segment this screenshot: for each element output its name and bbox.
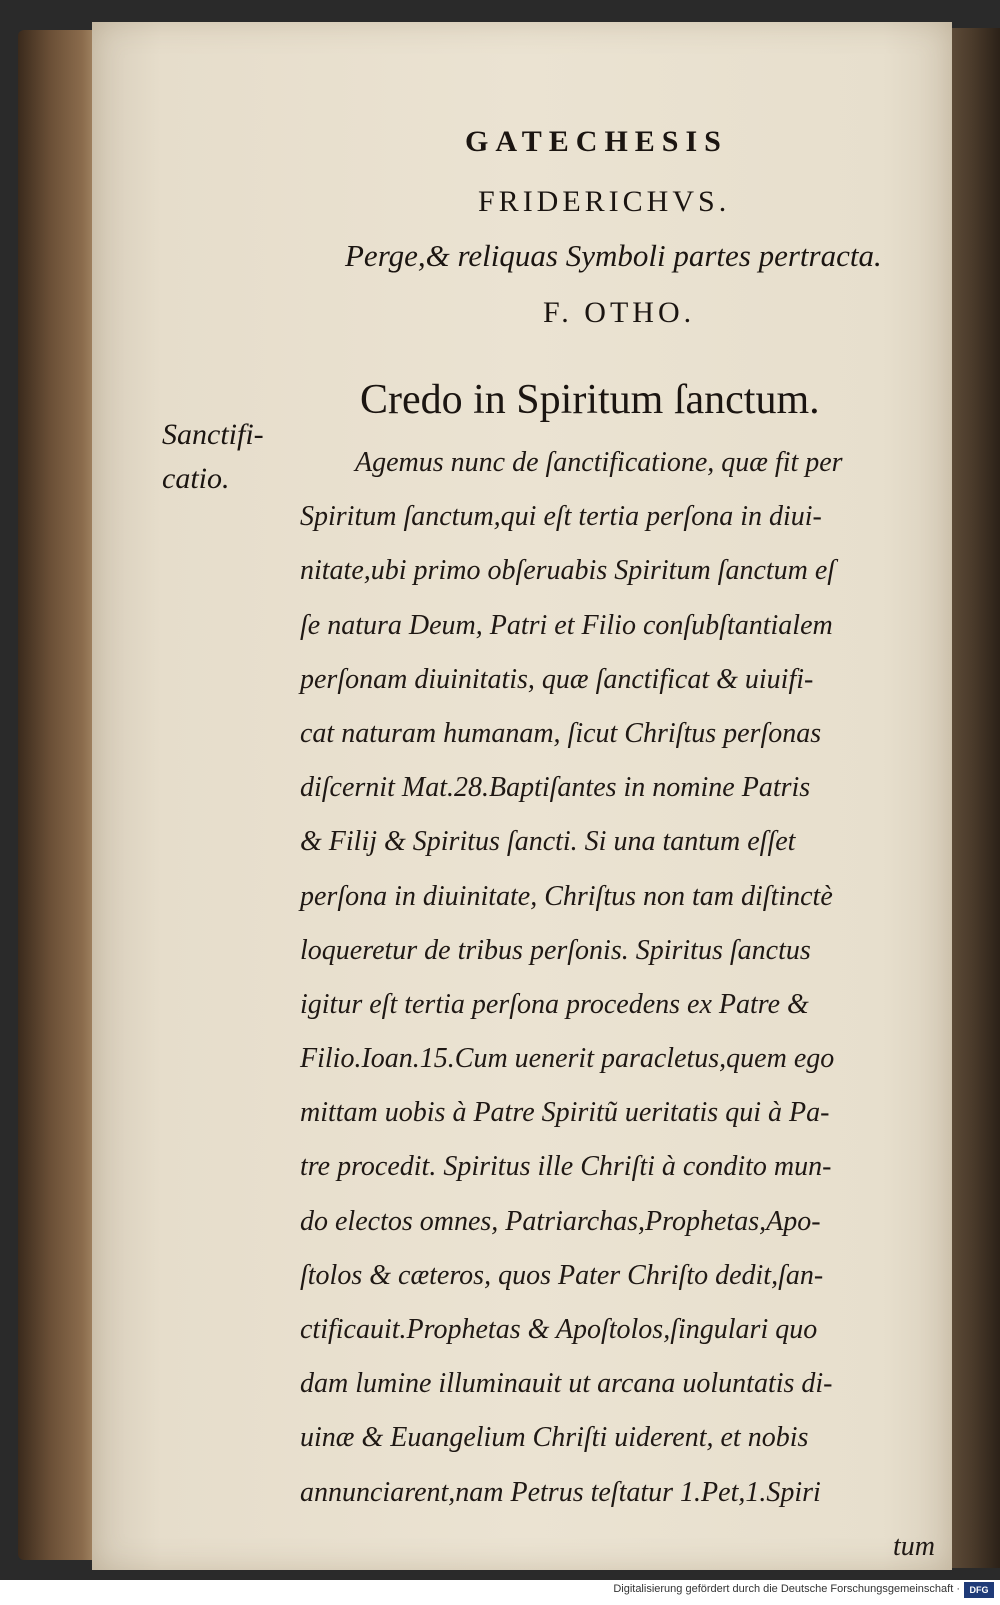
body-line: dam lumine illuminauit ut arcana uoluntatis di- — [300, 1368, 833, 1400]
body-line: tre procedit. Spiritus ille Chriſti à condito mun- — [300, 1151, 832, 1183]
catchword: tum — [893, 1530, 935, 1562]
body-line: annunciarent,nam Petrus teſtatur 1.Pet,1.Spiri — [300, 1476, 821, 1508]
book-cover-left — [18, 30, 98, 1560]
marginal-note — [162, 413, 292, 501]
body-line: ctificauit.Prophetas & Apoſtolos,ſingulari quo — [300, 1314, 818, 1345]
speaker-question: FRIDERICHVS. — [478, 185, 731, 218]
speaker-answer: F. OTHO. — [543, 296, 696, 329]
body-line: & Filij & Spiritus ſancti. Si una tantum eſſet — [300, 826, 796, 858]
body-line: ſtolos & cæteros, quos Pater Chriſto dedit,ſan- — [300, 1259, 824, 1291]
marginal-note-line: Sanctifi- — [162, 418, 264, 451]
dfg-logo: DFG — [964, 1582, 994, 1598]
body-line: loqueretur de tribus perſonis. Spiritus ſanctus — [300, 934, 811, 966]
footer-credit: Digitalisierung gefördert durch die Deutsche Forschungsgemeinschaft · — [613, 1583, 960, 1595]
body-line: perſonam diuinitatis, quæ ſanctificat & uiuifi- — [300, 663, 814, 695]
body-line: Spiritum ſanctum,qui eſt tertia perſona in diui- — [300, 501, 822, 533]
body-line: perſona in diuinitate, Chriſtus non tam diſtinctè — [300, 880, 833, 912]
body-line: mittam uobis à Patre Spiritũ ueritatis qui à Pa- — [300, 1097, 830, 1129]
marginal-note-line: catio. — [162, 462, 230, 495]
body-line: igitur eſt tertia perſona procedens ex Patre & — [300, 988, 809, 1020]
section-heading: Credo in Spiritum ſanctum. — [360, 377, 820, 423]
question-text: Perge,& reliquas Symboli partes pertracta. — [345, 238, 882, 273]
body-line: diſcernit Mat.28.Baptiſantes in nomine Patris — [300, 772, 811, 804]
body-text — [300, 436, 960, 1574]
body-line: nitate,ubi primo obſeruabis Spiritum ſanctum eſ — [300, 555, 836, 587]
running-title: GATECHESIS — [465, 125, 728, 158]
body-line: Agemus nunc de ſanctificatione, quæ fit per — [355, 447, 843, 478]
body-line: uinæ & Euangelium Chriſti uiderent, et nobis — [300, 1422, 809, 1454]
body-line: cat naturam humanam, ſicut Chriſtus perſonas — [300, 717, 822, 749]
body-line: do electos omnes, Patriarchas,Prophetas,Apo- — [300, 1205, 821, 1237]
body-line: Filio.Ioan.15.Cum uenerit paracletus,quem ego — [300, 1043, 835, 1075]
body-line: ſe natura Deum, Patri et Filio conſubſtantialem — [300, 609, 833, 641]
